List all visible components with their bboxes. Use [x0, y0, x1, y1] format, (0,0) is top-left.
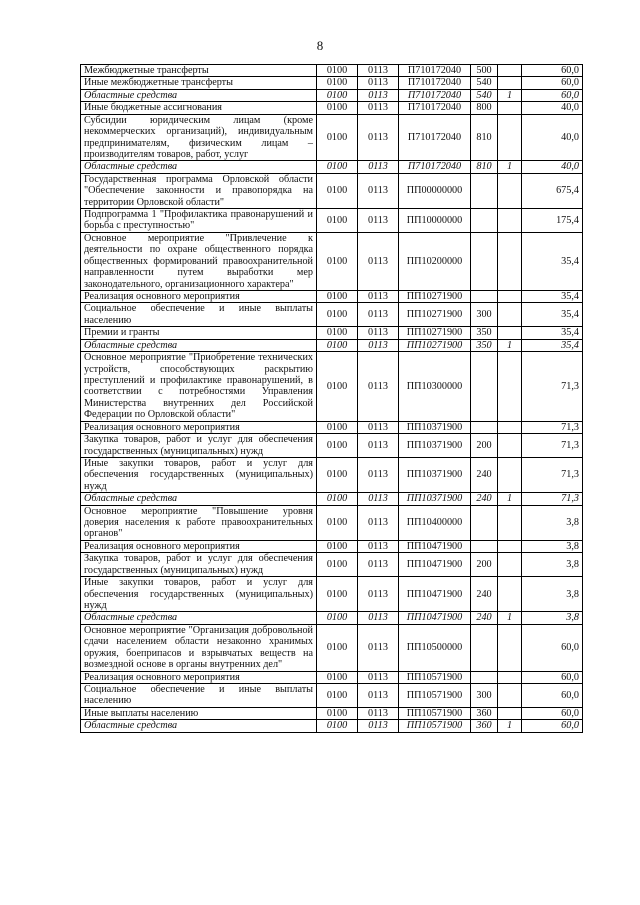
target-article-code-cell: ПП10571900: [399, 720, 471, 732]
row-name-cell: Реализация основного мероприятия: [81, 671, 317, 683]
section-code-cell: 0113: [358, 612, 399, 624]
amount-cell: 60,0: [522, 671, 583, 683]
funding-source-code-cell: [498, 77, 522, 89]
target-article-code-cell: ПП10471900: [399, 540, 471, 552]
funding-source-code-cell: [498, 540, 522, 552]
target-article-code-cell: ПП10471900: [399, 553, 471, 577]
expense-type-code-cell: [471, 624, 498, 671]
row-name-cell: Социальное обеспечение и иные выплаты населению: [81, 303, 317, 327]
expense-type-code-cell: 360: [471, 720, 498, 732]
row-name-cell: Областные средства: [81, 161, 317, 173]
amount-cell: 3,8: [522, 505, 583, 540]
funding-source-code-cell: [498, 671, 522, 683]
target-article-code-cell: ПП10200000: [399, 232, 471, 290]
table-row: [81, 77, 583, 89]
section-code-cell: 0113: [358, 291, 399, 303]
amount-cell: 3,8: [522, 540, 583, 552]
target-article-code-cell: ПП10300000: [399, 352, 471, 422]
gr-code-cell: 0100: [317, 77, 358, 89]
section-code-cell: 0113: [358, 209, 399, 233]
funding-source-code-cell: [498, 65, 522, 77]
row-name-cell: Основное мероприятие "Приобретение технических устройств, способствующих раскрытию преступлений и профилактике правонарушений, в соответствии с потребностями Управления Министерства внутренних дел Российской Федерации по Орловской области": [81, 352, 317, 422]
funding-source-code-cell: 1: [498, 720, 522, 732]
section-code-cell: 0113: [358, 553, 399, 577]
expense-type-code-cell: 500: [471, 65, 498, 77]
expense-type-code-cell: 300: [471, 303, 498, 327]
funding-source-code-cell: [498, 457, 522, 492]
funding-source-code-cell: [498, 683, 522, 707]
funding-source-code-cell: 1: [498, 89, 522, 101]
funding-source-code-cell: [498, 577, 522, 612]
funding-source-code-cell: [498, 291, 522, 303]
target-article-code-cell: ПП10271900: [399, 327, 471, 339]
gr-code-cell: 0100: [317, 540, 358, 552]
table-row: [81, 303, 583, 327]
gr-code-cell: 0100: [317, 493, 358, 505]
row-name-cell: Иные бюджетные ассигнования: [81, 102, 317, 114]
section-code-cell: 0113: [358, 457, 399, 492]
table-row: [81, 493, 583, 505]
row-name-cell: Реализация основного мероприятия: [81, 421, 317, 433]
table-row: [81, 612, 583, 624]
row-name-cell: Социальное обеспечение и иные выплаты населению: [81, 683, 317, 707]
section-code-cell: 0113: [358, 303, 399, 327]
expense-type-code-cell: 240: [471, 577, 498, 612]
target-article-code-cell: ПП10371900: [399, 421, 471, 433]
amount-cell: 71,3: [522, 493, 583, 505]
expense-type-code-cell: [471, 173, 498, 208]
target-article-code-cell: ПП10571900: [399, 707, 471, 719]
funding-source-code-cell: 1: [498, 612, 522, 624]
gr-code-cell: 0100: [317, 352, 358, 422]
gr-code-cell: 0100: [317, 114, 358, 161]
funding-source-code-cell: [498, 624, 522, 671]
amount-cell: 35,4: [522, 232, 583, 290]
section-code-cell: 0113: [358, 707, 399, 719]
expense-type-code-cell: [471, 291, 498, 303]
expense-type-code-cell: 200: [471, 434, 498, 458]
expense-type-code-cell: 200: [471, 553, 498, 577]
table-row: [81, 707, 583, 719]
row-name-cell: Основное мероприятие "Организация добровольной сдачи населением области незаконно хранимых оружия, боеприпасов и взрывчатых веществ на возмездной основе в органы внутренних дел": [81, 624, 317, 671]
expense-type-code-cell: 540: [471, 89, 498, 101]
row-name-cell: Реализация основного мероприятия: [81, 540, 317, 552]
section-code-cell: 0113: [358, 114, 399, 161]
funding-source-code-cell: [498, 327, 522, 339]
gr-code-cell: 0100: [317, 65, 358, 77]
target-article-code-cell: ПП10271900: [399, 339, 471, 351]
funding-source-code-cell: 1: [498, 161, 522, 173]
amount-cell: 3,8: [522, 553, 583, 577]
row-name-cell: Областные средства: [81, 339, 317, 351]
expense-type-code-cell: [471, 232, 498, 290]
table-row: [81, 624, 583, 671]
target-article-code-cell: ПП10500000: [399, 624, 471, 671]
target-article-code-cell: П710172040: [399, 89, 471, 101]
row-name-cell: Областные средства: [81, 89, 317, 101]
table-row: [81, 434, 583, 458]
gr-code-cell: 0100: [317, 577, 358, 612]
target-article-code-cell: ПП10471900: [399, 612, 471, 624]
expense-type-code-cell: 360: [471, 707, 498, 719]
amount-cell: 60,0: [522, 77, 583, 89]
amount-cell: 40,0: [522, 102, 583, 114]
gr-code-cell: 0100: [317, 553, 358, 577]
gr-code-cell: 0100: [317, 209, 358, 233]
gr-code-cell: 0100: [317, 339, 358, 351]
gr-code-cell: 0100: [317, 327, 358, 339]
table-row: [81, 102, 583, 114]
table-row: [81, 161, 583, 173]
row-name-cell: Иные закупки товаров, работ и услуг для обеспечения государственных (муниципальных) нужд: [81, 577, 317, 612]
funding-source-code-cell: [498, 209, 522, 233]
row-name-cell: Иные межбюджетные трансферты: [81, 77, 317, 89]
section-code-cell: 0113: [358, 421, 399, 433]
table-row: [81, 457, 583, 492]
gr-code-cell: 0100: [317, 624, 358, 671]
funding-source-code-cell: 1: [498, 493, 522, 505]
expense-type-code-cell: [471, 352, 498, 422]
row-name-cell: Премии и гранты: [81, 327, 317, 339]
table-row: [81, 114, 583, 161]
target-article-code-cell: ПП10371900: [399, 457, 471, 492]
table-row: [81, 421, 583, 433]
expense-type-code-cell: 810: [471, 114, 498, 161]
target-article-code-cell: ПП10371900: [399, 434, 471, 458]
gr-code-cell: 0100: [317, 303, 358, 327]
gr-code-cell: 0100: [317, 161, 358, 173]
section-code-cell: 0113: [358, 89, 399, 101]
amount-cell: 60,0: [522, 720, 583, 732]
amount-cell: 40,0: [522, 161, 583, 173]
section-code-cell: 0113: [358, 232, 399, 290]
table-row: [81, 209, 583, 233]
funding-source-code-cell: [498, 707, 522, 719]
row-name-cell: Иные выплаты населению: [81, 707, 317, 719]
section-code-cell: 0113: [358, 327, 399, 339]
funding-source-code-cell: [498, 303, 522, 327]
gr-code-cell: 0100: [317, 720, 358, 732]
gr-code-cell: 0100: [317, 707, 358, 719]
section-code-cell: 0113: [358, 540, 399, 552]
amount-cell: 35,4: [522, 291, 583, 303]
table-row: [81, 89, 583, 101]
gr-code-cell: 0100: [317, 671, 358, 683]
table-row: [81, 577, 583, 612]
table-row: [81, 683, 583, 707]
gr-code-cell: 0100: [317, 291, 358, 303]
target-article-code-cell: ПП10000000: [399, 209, 471, 233]
amount-cell: 60,0: [522, 707, 583, 719]
budget-table: [80, 64, 583, 733]
table-row: [81, 352, 583, 422]
amount-cell: 35,4: [522, 339, 583, 351]
expense-type-code-cell: 540: [471, 77, 498, 89]
expense-type-code-cell: 240: [471, 612, 498, 624]
amount-cell: 60,0: [522, 624, 583, 671]
table-row: [81, 173, 583, 208]
expense-type-code-cell: 240: [471, 493, 498, 505]
amount-cell: 675,4: [522, 173, 583, 208]
target-article-code-cell: П710172040: [399, 102, 471, 114]
gr-code-cell: 0100: [317, 434, 358, 458]
section-code-cell: 0113: [358, 77, 399, 89]
amount-cell: 3,8: [522, 577, 583, 612]
target-article-code-cell: ПП10400000: [399, 505, 471, 540]
amount-cell: 35,4: [522, 327, 583, 339]
amount-cell: 35,4: [522, 303, 583, 327]
section-code-cell: 0113: [358, 720, 399, 732]
table-row: [81, 232, 583, 290]
row-name-cell: Иные закупки товаров, работ и услуг для обеспечения государственных (муниципальных) нужд: [81, 457, 317, 492]
expense-type-code-cell: 800: [471, 102, 498, 114]
table-row: [81, 671, 583, 683]
table-row: [81, 720, 583, 732]
funding-source-code-cell: [498, 102, 522, 114]
funding-source-code-cell: 1: [498, 339, 522, 351]
target-article-code-cell: П710172040: [399, 65, 471, 77]
row-name-cell: Подпрограмма 1 "Профилактика правонарушений и борьба с преступностью": [81, 209, 317, 233]
expense-type-code-cell: [471, 421, 498, 433]
funding-source-code-cell: [498, 173, 522, 208]
amount-cell: 60,0: [522, 683, 583, 707]
target-article-code-cell: ПП10271900: [399, 291, 471, 303]
row-name-cell: Субсидии юридическим лицам (кроме некоммерческих организаций), индивидуальным предпринимателям, физическим лицам – производителям товаров, работ, услуг: [81, 114, 317, 161]
amount-cell: 71,3: [522, 352, 583, 422]
gr-code-cell: 0100: [317, 232, 358, 290]
row-name-cell: Областные средства: [81, 612, 317, 624]
section-code-cell: 0113: [358, 65, 399, 77]
gr-code-cell: 0100: [317, 421, 358, 433]
row-name-cell: Основное мероприятие "Повышение уровня доверия населения к работе правоохранительных органов": [81, 505, 317, 540]
funding-source-code-cell: [498, 434, 522, 458]
table-row: [81, 327, 583, 339]
expense-type-code-cell: [471, 671, 498, 683]
target-article-code-cell: П710172040: [399, 114, 471, 161]
target-article-code-cell: ПП10471900: [399, 577, 471, 612]
expense-type-code-cell: 300: [471, 683, 498, 707]
target-article-code-cell: ПП10371900: [399, 493, 471, 505]
amount-cell: 60,0: [522, 89, 583, 101]
table-row: [81, 505, 583, 540]
section-code-cell: 0113: [358, 671, 399, 683]
table-row: [81, 65, 583, 77]
amount-cell: 71,3: [522, 434, 583, 458]
funding-source-code-cell: [498, 232, 522, 290]
expense-type-code-cell: 240: [471, 457, 498, 492]
row-name-cell: Межбюджетные трансферты: [81, 65, 317, 77]
section-code-cell: 0113: [358, 505, 399, 540]
section-code-cell: 0113: [358, 161, 399, 173]
section-code-cell: 0113: [358, 102, 399, 114]
expense-type-code-cell: [471, 209, 498, 233]
gr-code-cell: 0100: [317, 89, 358, 101]
row-name-cell: Реализация основного мероприятия: [81, 291, 317, 303]
funding-source-code-cell: [498, 505, 522, 540]
amount-cell: 175,4: [522, 209, 583, 233]
section-code-cell: 0113: [358, 434, 399, 458]
target-article-code-cell: ПП10271900: [399, 303, 471, 327]
target-article-code-cell: П710172040: [399, 161, 471, 173]
target-article-code-cell: ПП10571900: [399, 683, 471, 707]
section-code-cell: 0113: [358, 624, 399, 671]
section-code-cell: 0113: [358, 683, 399, 707]
amount-cell: 3,8: [522, 612, 583, 624]
amount-cell: 71,3: [522, 457, 583, 492]
funding-source-code-cell: [498, 421, 522, 433]
expense-type-code-cell: [471, 505, 498, 540]
gr-code-cell: 0100: [317, 457, 358, 492]
gr-code-cell: 0100: [317, 505, 358, 540]
table-row: [81, 291, 583, 303]
funding-source-code-cell: [498, 553, 522, 577]
row-name-cell: Областные средства: [81, 720, 317, 732]
row-name-cell: Областные средства: [81, 493, 317, 505]
amount-cell: 40,0: [522, 114, 583, 161]
expense-type-code-cell: 810: [471, 161, 498, 173]
row-name-cell: Государственная программа Орловской области "Обеспечение законности и правопорядка на территории Орловской области": [81, 173, 317, 208]
amount-cell: 60,0: [522, 65, 583, 77]
gr-code-cell: 0100: [317, 173, 358, 208]
funding-source-code-cell: [498, 114, 522, 161]
table-row: [81, 540, 583, 552]
table-row: [81, 339, 583, 351]
funding-source-code-cell: [498, 352, 522, 422]
gr-code-cell: 0100: [317, 683, 358, 707]
section-code-cell: 0113: [358, 173, 399, 208]
expense-type-code-cell: 350: [471, 327, 498, 339]
section-code-cell: 0113: [358, 352, 399, 422]
row-name-cell: Закупка товаров, работ и услуг для обеспечения государственных (муниципальных) нужд: [81, 434, 317, 458]
amount-cell: 71,3: [522, 421, 583, 433]
table-row: [81, 553, 583, 577]
section-code-cell: 0113: [358, 339, 399, 351]
row-name-cell: Закупка товаров, работ и услуг для обеспечения государственных (муниципальных) нужд: [81, 553, 317, 577]
section-code-cell: 0113: [358, 577, 399, 612]
page-number: 8: [316, 38, 324, 53]
target-article-code-cell: П710172040: [399, 77, 471, 89]
target-article-code-cell: ПП00000000: [399, 173, 471, 208]
gr-code-cell: 0100: [317, 612, 358, 624]
section-code-cell: 0113: [358, 493, 399, 505]
expense-type-code-cell: 350: [471, 339, 498, 351]
expense-type-code-cell: [471, 540, 498, 552]
gr-code-cell: 0100: [317, 102, 358, 114]
row-name-cell: Основное мероприятие "Привлечение к деятельности по охране общественного порядка общественных формирований правоохранительной направленности путем выработки мер законодательного, организационного характера": [81, 232, 317, 290]
target-article-code-cell: ПП10571900: [399, 671, 471, 683]
